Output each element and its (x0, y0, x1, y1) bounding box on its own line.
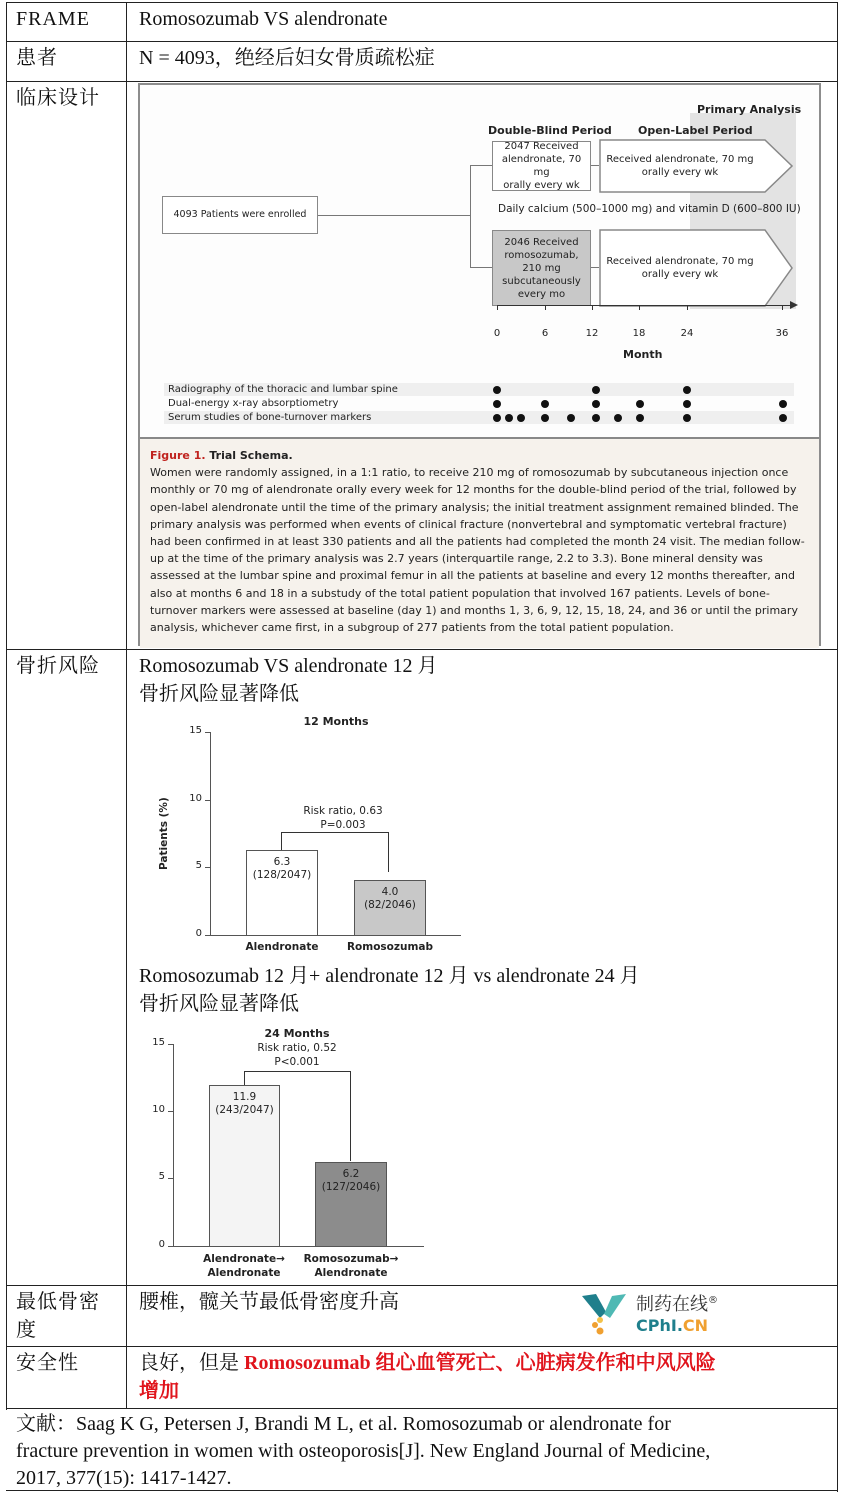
dot-icon (505, 414, 513, 422)
y-tick-label: 10 (152, 1104, 165, 1115)
open-label-line: Received alendronate, 70 mg (606, 256, 754, 267)
reference-line2: fracture prevention in women with osteoporosis[J]. New England Journal of Medicine, (16, 1440, 711, 1462)
schedule-row-radiography (164, 383, 794, 396)
open-label-line: orally every wk (641, 269, 719, 280)
open-label-label: Open-Label Period (638, 124, 753, 137)
dot-icon (567, 414, 575, 422)
y-tick (205, 935, 210, 936)
row-label-safety: 安全性 (6, 1347, 127, 1408)
axis-tick (639, 305, 640, 310)
bar-count: (127/2046) (321, 1181, 381, 1193)
axis-tick (592, 305, 593, 310)
x-category-label: Romosozumab (346, 941, 434, 953)
y-tick (205, 800, 210, 801)
chart-12-months (150, 712, 470, 957)
bar-count: (82/2046) (364, 899, 416, 911)
row-label-fracture: 骨折风险 (6, 650, 127, 1285)
axis-tick-label: 36 (775, 328, 789, 339)
connector (591, 267, 599, 268)
bar-value: 4.0 (381, 886, 399, 898)
y-tick-label: 0 (158, 1239, 165, 1250)
safety-prefix: 良好，但是 (139, 1352, 244, 1374)
dot-icon (493, 400, 501, 408)
risk-ratio-annotation (257, 1041, 336, 1069)
y-tick (168, 1111, 173, 1112)
arm-text: 2046 Received (504, 236, 579, 248)
x-category-line: Alendronate→ (203, 1253, 285, 1265)
schedule-label: Serum studies of bone-turnover markers (168, 412, 372, 423)
dot-icon (592, 400, 600, 408)
calcium-note: Daily calcium (500–1000 mg) and vitamin D (600–800 IU) (498, 203, 801, 215)
x-category-label: Alendronate (245, 941, 319, 953)
y-axis (210, 732, 211, 935)
bar-value: 6.2 (342, 1168, 360, 1180)
y-tick (168, 1044, 173, 1045)
axis-tick (687, 305, 688, 310)
connector (470, 267, 492, 268)
schedule-row-serum (164, 411, 794, 424)
connector (470, 165, 471, 267)
row-value-bmd: 腰椎，髋关节最低骨密度升高 (139, 1291, 399, 1313)
arm-text: 210 mg (522, 262, 561, 274)
table-bottom-border (6, 1490, 838, 1491)
row-safety (6, 1346, 838, 1408)
dot-icon (493, 386, 501, 394)
arm-text: subcutaneously (502, 275, 581, 287)
fracture-subheading-24m: 骨折风险显著降低 (139, 993, 299, 1015)
risk-ratio-annotation (303, 804, 382, 832)
bar-value: 6.3 (273, 856, 291, 868)
fracture-subheading-12m: 骨折风险显著降低 (139, 683, 299, 705)
dot-icon (493, 414, 501, 422)
reference-line3: 2017, 377(15): 1417-1427. (16, 1467, 232, 1489)
axis-tick-label: 0 (493, 328, 501, 339)
y-tick-label: 0 (195, 928, 202, 939)
logo-text-cn (636, 1290, 718, 1316)
y-axis (173, 1044, 174, 1246)
y-axis-title: Patients (%) (158, 797, 170, 870)
bar-value: 11.9 (232, 1091, 257, 1103)
bar-romosozumab-alendronate (315, 1162, 387, 1247)
p-value: P=0.003 (320, 819, 366, 831)
dot-icon (541, 414, 549, 422)
y-tick-label: 5 (195, 860, 202, 871)
y-tick (168, 1246, 173, 1247)
cphi-logo-icon (578, 1290, 630, 1336)
caption-body: Women were randomly assigned, in a 1:1 ratio, to receive 210 mg of romosozumab by subcutaneous injection once monthly or 70 mg of alendronate orally every week for 12 months for the double-blind period of the trial, followed by open-label alendronate until the time of the primary analysis; the initial treatment assignment remained blinded. The primary analysis was performed when events of clinical fracture (nonvertebral and symptomatic vertebral fracture) had been confirmed in at least 330 patients and all the patients had completed the month 24 visit. The median follow-up at the time of the primary analysis was 2.7 years (interquartile range, 2.2 to 3.3). Bone mineral density was assessed at the lumbar spine and proximal femur in all the patients at baseline and every 12 months thereafter, and also at months 6 and 18 in a substudy of the total patient population that involved 167 patients. Levels of bone-turnover markers were assessed at baseline (day 1) and months 1, 3, 6, 9, 12, 15, 18, 24, and 36 or until the primary analysis, whichever came first, in a subgroup of 277 patients from the total patient population. (150, 466, 805, 635)
dot-icon (541, 400, 549, 408)
row-label-frame: FRAME (6, 3, 127, 41)
logo-en-cn: CN (682, 1316, 709, 1335)
x-category-label (203, 1252, 285, 1280)
row-value-patients: N = 4093，绝经后妇女骨质疏松症 (139, 47, 435, 69)
row-value-safety (127, 1347, 838, 1408)
safety-highlight: Romosozumab 组心血管死亡、心脏病发作和中风风险 (244, 1352, 716, 1374)
row-label-patients: 患者 (6, 42, 127, 81)
connector (318, 215, 470, 216)
y-tick (205, 867, 210, 868)
arm-text: orally every wk (503, 180, 580, 191)
bar-count: (243/2047) (215, 1104, 274, 1116)
double-blind-label: Double-Blind Period (488, 124, 612, 137)
dot-icon (592, 386, 600, 394)
enrolled-box: 4093 Patients were enrolled (162, 196, 318, 234)
x-category-line: Alendronate (207, 1267, 281, 1279)
axis-tick-label: 24 (680, 328, 694, 339)
bar-romosozumab (354, 880, 426, 936)
row-value-frame: Romosozumab VS alendronate (139, 8, 388, 30)
figure-caption (140, 439, 819, 648)
fracture-heading-24m: Romosozumab 12 月+ alendronate 12 月 vs alendronate 24 月 (139, 965, 640, 987)
y-tick (205, 732, 210, 733)
month-axis (497, 305, 794, 306)
caption-title: Trial Schema. (205, 449, 293, 462)
safety-highlight-line2: 增加 (139, 1380, 179, 1402)
cphi-logo (578, 1290, 748, 1340)
bar-count: (128/2047) (252, 869, 312, 881)
logo-en-main: CPhI. (636, 1316, 683, 1335)
arm-text: every mo (517, 288, 566, 300)
y-tick-label: 5 (158, 1171, 165, 1182)
dot-icon (614, 414, 622, 422)
x-category-line: Alendronate (314, 1267, 388, 1279)
p-value: P<0.001 (274, 1056, 320, 1068)
schedule-label: Radiography of the thoracic and lumbar spine (168, 384, 398, 395)
axis-tick (545, 305, 546, 310)
row-reference (6, 1408, 838, 1490)
chart-title: 12 Months (303, 715, 369, 728)
axis-tick (782, 305, 783, 310)
reference-text (6, 1409, 838, 1492)
y-tick (168, 1178, 173, 1179)
row-label-bmd-line1: 最低骨密 (16, 1291, 100, 1313)
schedule-row-dxa (164, 397, 794, 410)
primary-analysis-label: Primary Analysis (697, 103, 802, 116)
axis-tick (497, 305, 498, 310)
risk-ratio: Risk ratio, 0.63 (303, 805, 383, 817)
fracture-heading-24m-block (139, 962, 640, 1018)
romosozumab-arm-box (492, 230, 591, 306)
arm-text: 2047 Received (504, 141, 579, 152)
bar-alendronate-alendronate (209, 1085, 280, 1247)
open-label-text-top (600, 140, 760, 192)
schedule-label: Dual-energy x-ray absorptiometry (168, 398, 339, 409)
chart-24-months (140, 1025, 440, 1283)
fracture-heading-12m: Romosozumab VS alendronate 12 月 (139, 655, 438, 677)
logo-registered: ® (708, 1295, 718, 1306)
dot-icon (779, 414, 787, 422)
row-patients (6, 41, 838, 81)
dot-icon (636, 414, 644, 422)
dot-icon (636, 400, 644, 408)
trial-schema-figure (138, 83, 821, 646)
axis-tick-label: 18 (632, 328, 646, 339)
y-tick-label: 15 (189, 725, 202, 736)
dot-icon (683, 400, 691, 408)
bar-alendronate (246, 850, 318, 936)
arm-text: alendronate, 70 mg (501, 154, 582, 178)
open-label-line: orally every wk (641, 167, 719, 178)
logo-cn: 制药在线 (636, 1294, 708, 1315)
y-tick-label: 10 (189, 793, 202, 804)
dot-icon (517, 414, 525, 422)
axis-title: Month (623, 348, 663, 361)
axis-tick-label: 6 (541, 328, 549, 339)
risk-ratio: Risk ratio, 0.52 (257, 1042, 337, 1054)
open-label-text-bottom (600, 230, 760, 306)
axis-tick-label: 12 (585, 328, 599, 339)
reference-line1: 文献：Saag K G, Petersen J, Brandi M L, et al. Romosozumab or alendronate for (16, 1413, 671, 1435)
x-category-label (304, 1252, 399, 1280)
row-frame (6, 2, 838, 41)
dot-icon (592, 414, 600, 422)
row-label-design: 临床设计 (6, 82, 127, 649)
dot-icon (779, 400, 787, 408)
y-tick-label: 15 (152, 1037, 165, 1048)
connector (591, 165, 599, 166)
alendronate-arm-box (492, 141, 591, 191)
open-label-line: Received alendronate, 70 mg (606, 154, 754, 165)
x-category-line: Romosozumab→ (303, 1253, 399, 1265)
arm-text: romosozumab, (504, 249, 579, 261)
logo-text-en (636, 1316, 708, 1335)
dot-icon (683, 414, 691, 422)
row-label-bmd-line2: 度 (16, 1319, 37, 1341)
caption-figure-number: Figure 1. (150, 449, 206, 462)
axis-arrow-icon (790, 301, 798, 309)
connector (470, 165, 492, 166)
chart-title: 24 Months (264, 1027, 330, 1040)
row-label-bmd (6, 1286, 127, 1346)
dot-icon (683, 386, 691, 394)
